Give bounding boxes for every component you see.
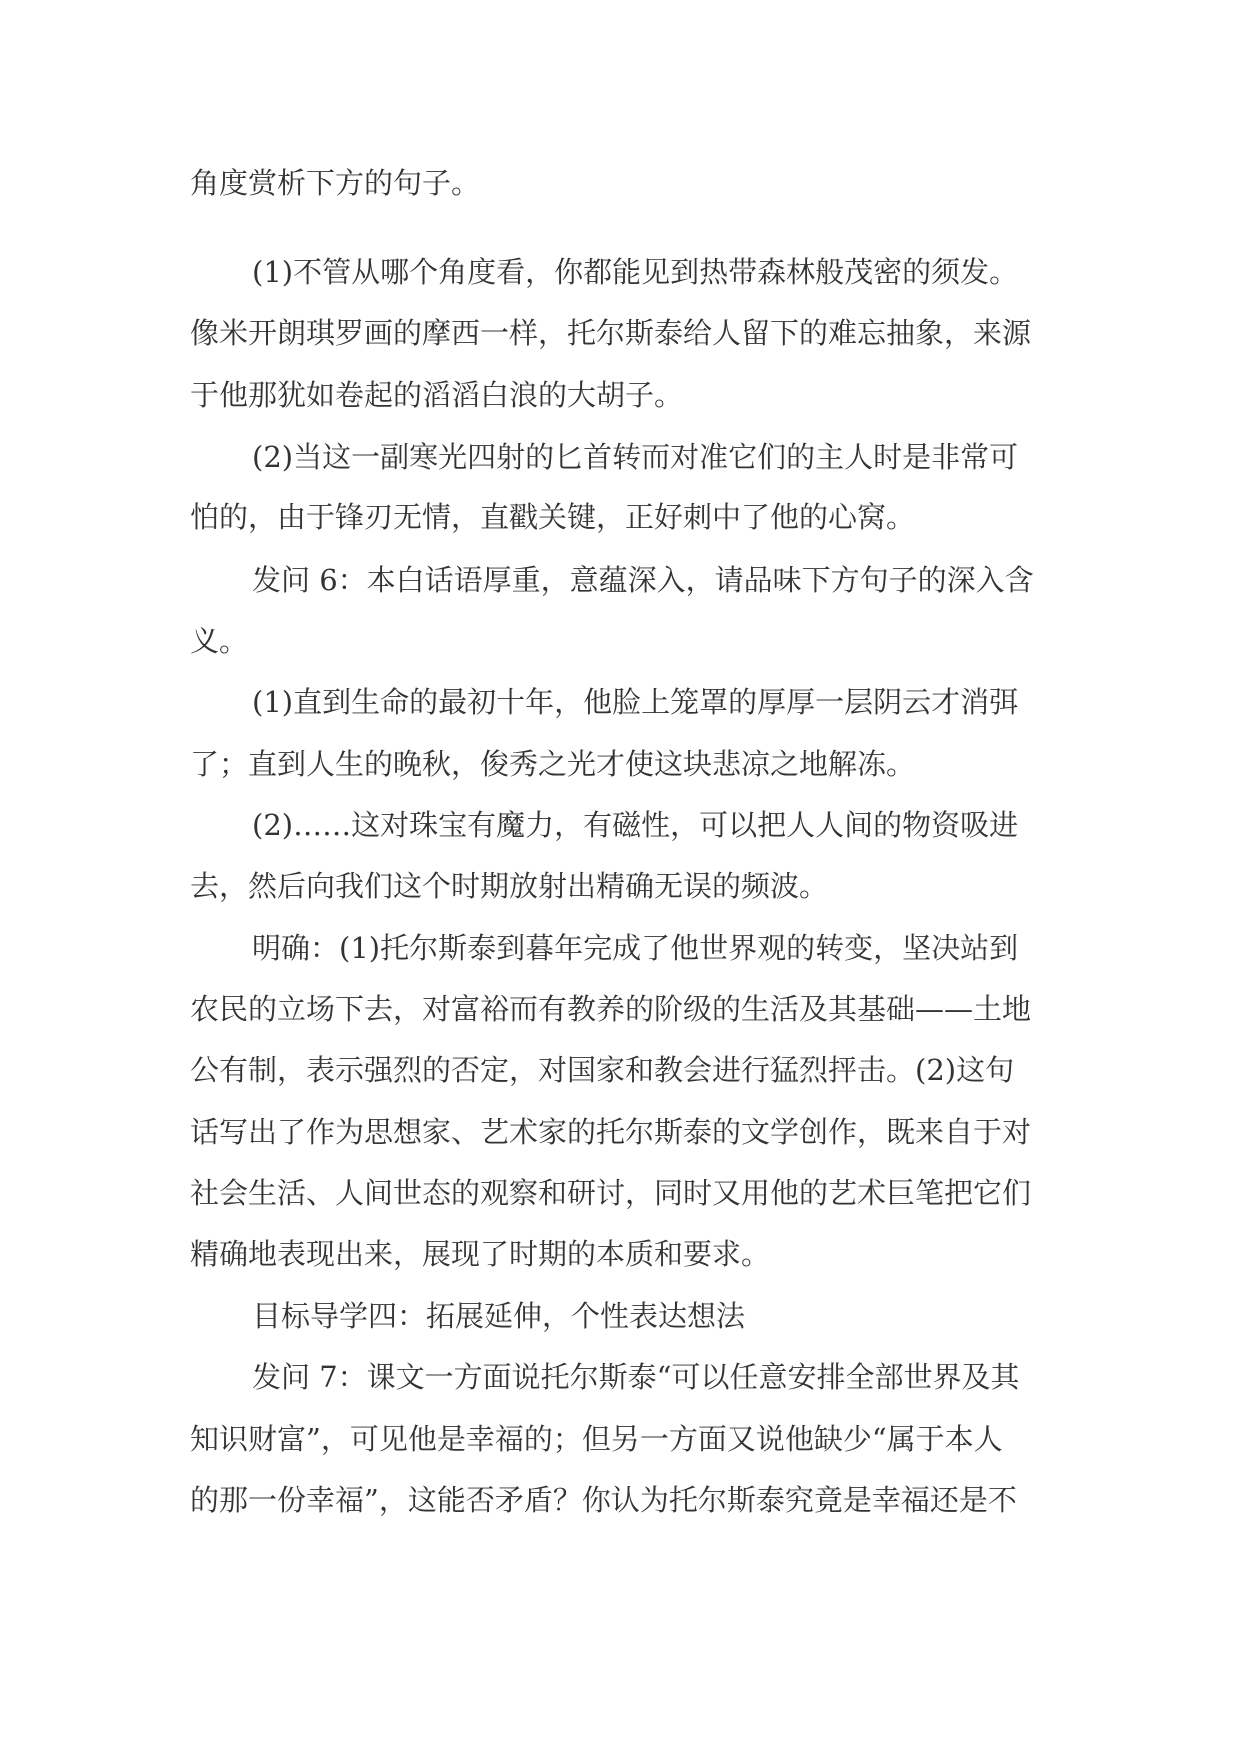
text-line-21: 知识财富”，可见他是幸福的；但另一方面又说他缺少“属于本人 [190, 1422, 1003, 1456]
text-line-7: 发问 6：本白话语厚重，意蕴深入，请品味下方句子的深入含 [252, 563, 1034, 597]
text-line-17: 社会生活、人间世态的观察和研讨，同时又用他的艺术巨笔把它们 [190, 1176, 1032, 1210]
text-line-13: 明确：(1)托尔斯泰到暮年完成了他世界观的转变，坚决站到 [252, 931, 1019, 965]
text-line-22: 的那一份幸福”，这能否矛盾？你认为托尔斯泰究竟是幸福还是不 [190, 1483, 1017, 1517]
text-line-2: (1)不管从哪个角度看，你都能见到热带森林般茂密的须发。 [252, 255, 1019, 289]
text-line-20: 发问 7：课文一方面说托尔斯泰“可以任意安排全部世界及其 [252, 1360, 1020, 1394]
text-line-12: 去，然后向我们这个时期放射出精确无误的频波。 [190, 869, 829, 903]
text-line-16: 话写出了作为思想家、艺术家的托尔斯泰的文学创作，既来自于对 [190, 1115, 1032, 1149]
text-line-19: 目标导学四：拓展延伸，个性表达想法 [252, 1299, 746, 1333]
text-line-4: 于他那犹如卷起的滔滔白浪的大胡子。 [190, 378, 684, 412]
text-line-15: 公有制，表示强烈的否定，对国家和教会进行猛烈抨击。(2)这句 [190, 1053, 1015, 1087]
text-line-3: 像米开朗琪罗画的摩西一样，托尔斯泰给人留下的难忘抽象，来源 [190, 316, 1032, 350]
text-line-18: 精确地表现出来，展现了时期的本质和要求。 [190, 1237, 771, 1271]
text-line-1: 角度赏析下方的句子。 [190, 166, 481, 200]
text-line-6: 怕的，由于锋刃无情，直戳关键，正好刺中了他的心窝。 [190, 500, 916, 534]
text-line-8: 义。 [190, 624, 249, 658]
text-line-9: (1)直到生命的最初十年，他脸上笼罩的厚厚一层阴云才消弭 [252, 685, 1019, 719]
text-line-5: (2)当这一副寒光四射的匕首转而对准它们的主人时是非常可 [252, 440, 1019, 474]
text-line-14: 农民的立场下去，对富裕而有教养的阶级的生活及其基础——土地 [190, 992, 1032, 1026]
text-line-10: 了；直到人生的晚秋，俊秀之光才使这块悲凉之地解冻。 [190, 747, 916, 781]
text-line-11: (2)……这对珠宝有魔力，有磁性，可以把人人间的物资吸进 [252, 808, 1019, 842]
